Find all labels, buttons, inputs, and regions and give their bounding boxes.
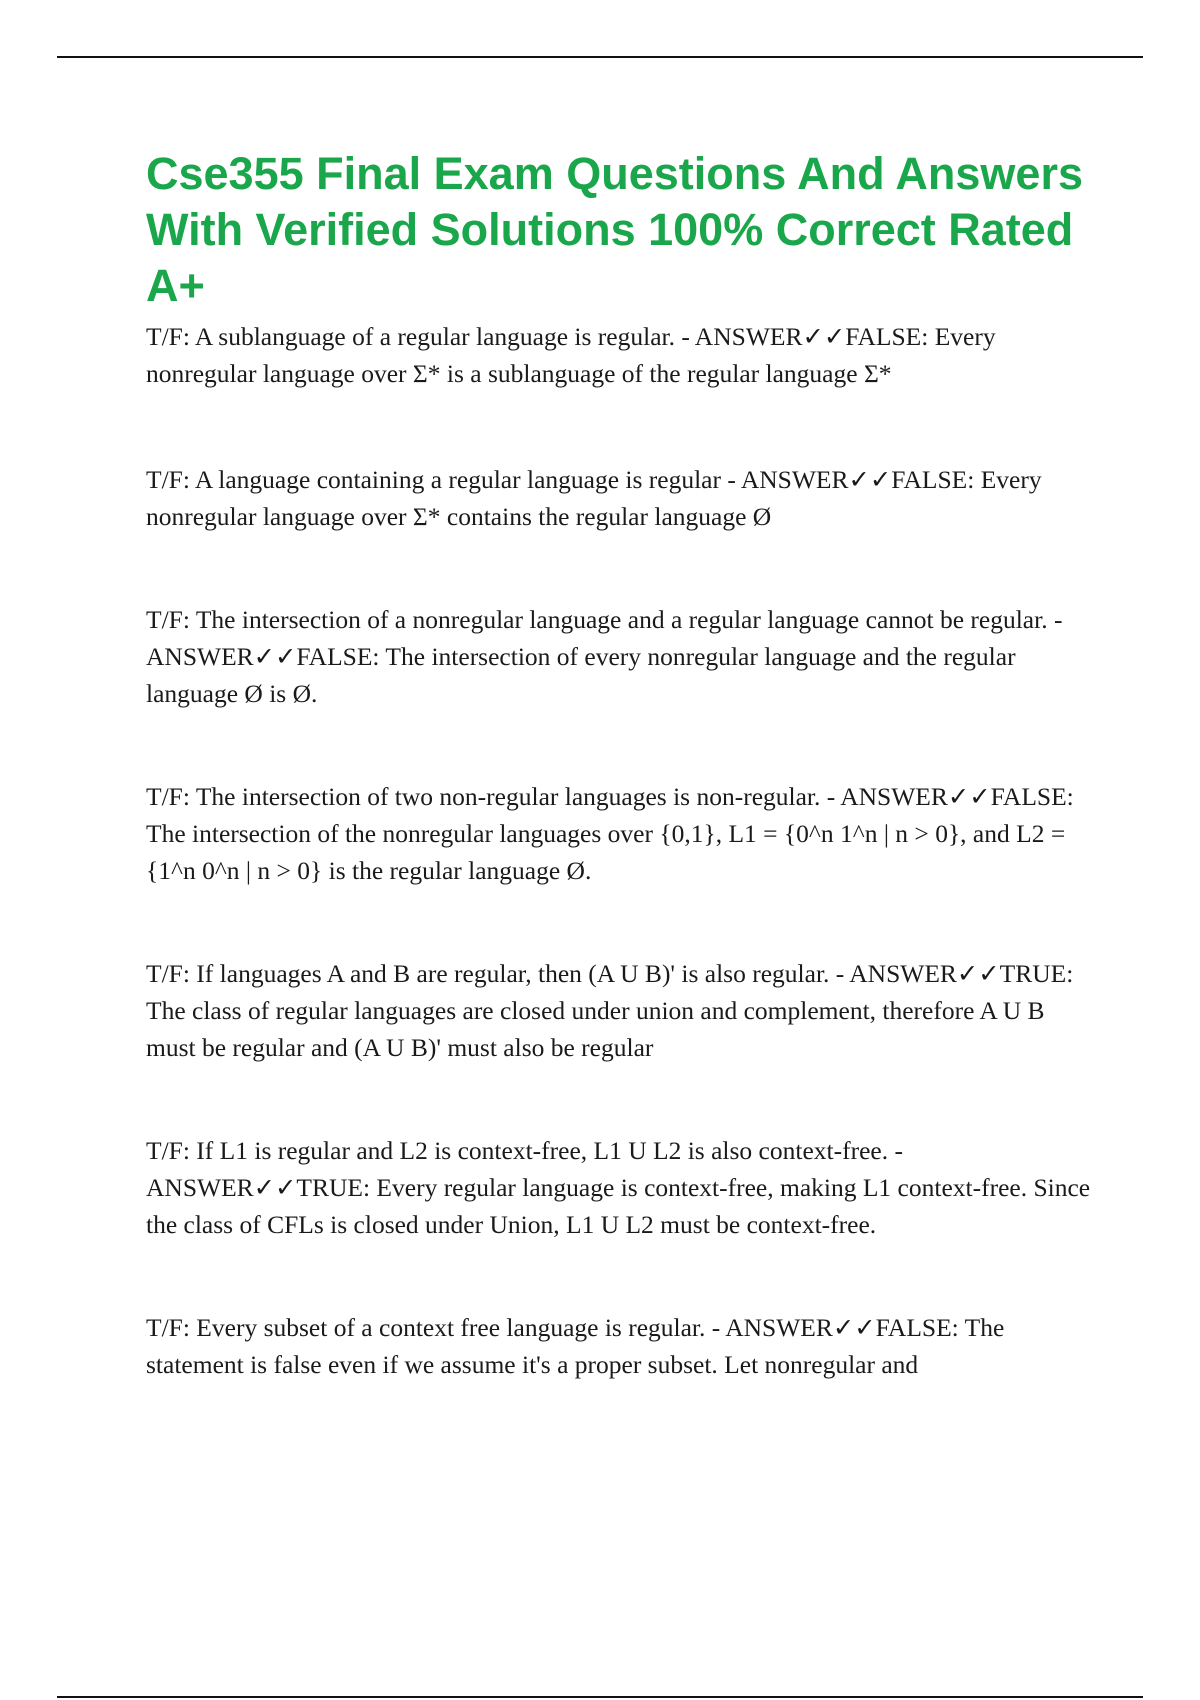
- qa-item: T/F: A language containing a regular language is regular - ANSWER✓✓FALSE: Every nonregular language over Σ* contains the regular language Ø: [146, 465, 1042, 531]
- qa-item: T/F: Every subset of a context free language is regular. - ANSWER✓✓FALSE: The statement is false even if we assume it's a proper subset. Let nonregular and: [146, 1313, 1005, 1379]
- qa-item: T/F: If L1 is regular and L2 is context-free, L1 U L2 is also context-free. - ANSWER✓✓TRUE: Every regular language is context-free, making L1 context-free. Since the class of CFLs is closed under Union, L1 U L2 must be context-free.: [146, 1136, 1091, 1239]
- qa-item: T/F: If languages A and B are regular, then (A U B)' is also regular. - ANSWER✓✓TRUE: The class of regular languages are closed under union and complement, therefore A U B must be regular and (A U B)' must also be regular: [146, 959, 1074, 1062]
- bottom-rule: [57, 1696, 1143, 1698]
- qa-item: T/F: The intersection of two non-regular languages is non-regular. - ANSWER✓✓FALSE: The intersection of the nonregular languages over {0,1}, L1 = {0^n 1^n | n > 0}, and L2 = {1^n 0^n | n > 0} is the regular language Ø.: [146, 782, 1074, 885]
- top-rule: [57, 56, 1143, 58]
- document-body: [146, 146, 1096, 1383]
- document-title: Cse355 Final Exam Questions And Answers With Verified Solutions 100% Correct Rated A+: [146, 148, 1083, 311]
- qa-item: T/F: The intersection of a nonregular language and a regular language cannot be regular. - ANSWER✓✓FALSE: The intersection of every nonregular language and the regular language Ø is Ø.: [146, 605, 1063, 708]
- qa-item: T/F: A sublanguage of a regular language is regular. - ANSWER✓✓FALSE: Every nonregular language over Σ* is a sublanguage of the regular language Σ*: [146, 322, 996, 388]
